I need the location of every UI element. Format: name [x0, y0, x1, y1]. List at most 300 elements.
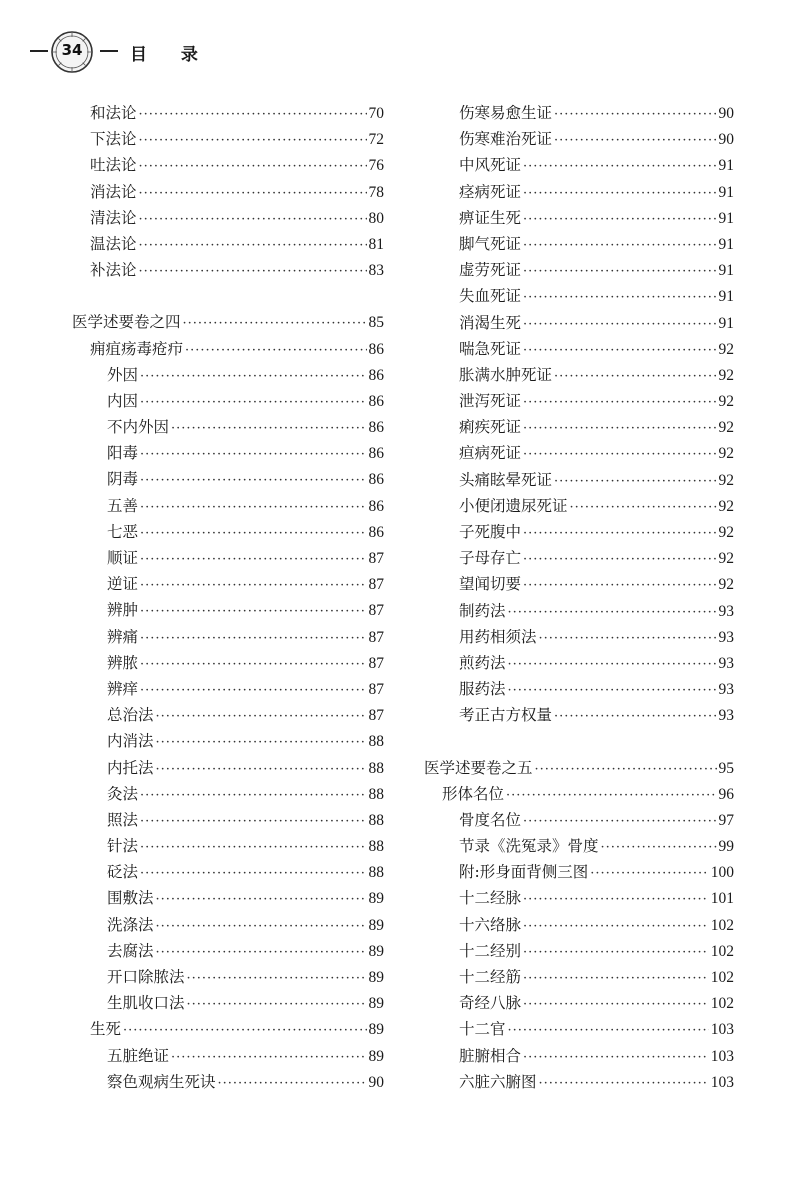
dot-leader: [140, 783, 366, 809]
toc-entry-title: 脚气死证: [459, 234, 522, 253]
toc-entry-title: 逆证: [107, 575, 139, 594]
toc-entry-title: 辨肿: [107, 601, 139, 620]
toc-entry-title: 疸病死证: [459, 444, 522, 463]
toc-entry: [424, 1043, 734, 1069]
toc-entry-page: 91: [718, 209, 734, 227]
toc-entry: [72, 859, 384, 885]
dot-leader: [171, 416, 366, 442]
dot-leader: [156, 730, 367, 756]
toc-entry-title: 和法论: [90, 104, 137, 122]
toc-entry-title: 失血死证: [459, 287, 522, 306]
toc-entry: [424, 231, 734, 257]
toc-entry: [72, 1069, 384, 1095]
dot-leader: [539, 626, 717, 652]
toc-entry-title: 砭法: [107, 863, 139, 882]
dot-leader: [140, 573, 366, 599]
toc-entry-page: 87: [368, 654, 384, 672]
toc-entry-page: 86: [368, 497, 384, 515]
toc-entry-title: 外因: [107, 365, 139, 384]
toc-entry-title: 辨痛: [107, 627, 139, 646]
toc-entry: [424, 702, 734, 728]
toc-entry-title: 痹证生死: [459, 208, 522, 227]
toc-entry-page: 91: [718, 314, 734, 332]
dot-leader: [554, 128, 716, 154]
toc-entry: [72, 493, 384, 519]
toc-entry: [72, 1016, 384, 1042]
toc-entry: [72, 597, 384, 623]
toc-entry: [72, 676, 384, 702]
toc-entry: [424, 598, 734, 624]
toc-entry: [424, 100, 734, 126]
dot-leader: [140, 652, 366, 678]
toc-entry-page: 92: [718, 445, 734, 463]
dot-leader: [156, 940, 367, 966]
toc-entry-title: 灸法: [107, 784, 139, 803]
toc-entry-title: 阴毒: [107, 470, 139, 489]
dot-leader: [508, 600, 717, 626]
dot-leader: [523, 1045, 709, 1071]
toc-entry-title: 形体名位: [442, 784, 505, 803]
toc-entry-title: 围敷法: [107, 889, 154, 908]
toc-entry-page: 100: [710, 864, 734, 882]
dot-leader: [523, 992, 709, 1018]
toc-entry-title: 脏腑相合: [459, 1046, 522, 1065]
toc-entry-page: 103: [710, 1021, 734, 1039]
toc-entry: [72, 179, 384, 205]
toc-entry-page: 92: [718, 419, 734, 437]
dot-leader: [185, 338, 366, 364]
dot-leader: [506, 783, 716, 809]
toc-entry-page: 91: [718, 183, 734, 201]
toc-entry: [72, 309, 384, 335]
toc-entry-title: 针法: [107, 837, 139, 856]
toc-entry: [72, 728, 384, 754]
toc-entry: [424, 205, 734, 231]
toc-entry-page: 72: [368, 131, 384, 149]
toc-entry-page: 89: [368, 1021, 384, 1039]
dot-leader: [523, 338, 716, 364]
toc-entry-title: 阳毒: [107, 444, 139, 463]
dot-leader: [523, 966, 709, 992]
dot-leader: [140, 547, 366, 573]
toc-entry-title: 内托法: [107, 758, 154, 777]
toc-entry: [72, 885, 384, 911]
toc-entry-page: 103: [710, 1047, 734, 1065]
dot-leader: [570, 495, 717, 521]
toc-entry: [424, 336, 734, 362]
dot-leader: [523, 809, 716, 835]
toc-entry-page: 93: [718, 681, 734, 699]
toc-entry-page: 81: [368, 235, 384, 253]
toc-entry: [424, 467, 734, 493]
toc-entry: [424, 545, 734, 571]
toc-entry-title: 附:形身面背侧三图: [459, 863, 589, 882]
dot-leader: [123, 1018, 366, 1044]
toc-entry: [424, 152, 734, 178]
dot-leader: [156, 757, 367, 783]
header-rule-right: [100, 50, 118, 52]
toc-entry: [424, 807, 734, 833]
toc-entry-page: 83: [368, 262, 384, 280]
toc-entry-title: 总治法: [107, 706, 154, 725]
toc-entry-title: 十二经脉: [459, 889, 522, 908]
dot-leader: [171, 1045, 366, 1071]
dot-leader: [156, 914, 367, 940]
toc-entry-title: 考正古方权量: [459, 706, 553, 725]
toc-entry: [72, 126, 384, 152]
toc-entry: [72, 336, 384, 362]
toc-entry-title: 奇经八脉: [459, 994, 522, 1013]
dot-leader: [140, 468, 366, 494]
toc-entry-page: 89: [368, 995, 384, 1013]
dot-leader: [139, 259, 367, 285]
toc-entry: [72, 545, 384, 571]
toc-entry-page: 92: [718, 497, 734, 515]
toc-entry-page: 86: [368, 366, 384, 384]
toc-entry-title: 子死腹中: [459, 523, 522, 541]
toc-entry: [424, 310, 734, 336]
toc-entry-title: 痉病死证: [459, 182, 522, 201]
toc-entry: [72, 990, 384, 1016]
toc-entry-title: 消渴生死: [459, 313, 522, 332]
dot-leader: [508, 678, 717, 704]
toc-entry: [424, 964, 734, 990]
toc-entry-title: 骨度名位: [459, 810, 522, 829]
toc-entry-title: 痈疽疡毒疮疖: [90, 339, 184, 358]
toc-entry-title: 十二官: [459, 1020, 506, 1039]
toc-entry-title: 用药相须法: [459, 627, 537, 646]
toc-entry-title: 洗涤法: [107, 915, 154, 934]
toc-entry-page: 87: [368, 576, 384, 594]
toc-entry-title: 服药法: [459, 680, 506, 699]
toc-entry-page: 89: [368, 942, 384, 960]
dot-leader: [523, 312, 716, 338]
toc-entry-page: 89: [368, 890, 384, 908]
dot-leader: [156, 704, 367, 730]
toc-entry-page: 92: [718, 340, 734, 358]
toc-entry: [424, 257, 734, 283]
dot-leader: [140, 626, 366, 652]
toc-entry-title: 节录《洗冤录》骨度: [459, 837, 599, 856]
toc-entry-page: 92: [718, 471, 734, 489]
toc-entry-title: 伤寒易愈生证: [459, 104, 553, 122]
toc-entry-title: 五脏绝证: [107, 1046, 170, 1065]
toc-entry-title: 辨脓: [107, 653, 139, 672]
toc-entry-page: 102: [710, 916, 734, 934]
toc-entry-title: 清法论: [90, 208, 137, 227]
dot-leader: [218, 1071, 367, 1097]
dot-leader: [523, 940, 709, 966]
toc-entry: [424, 624, 734, 650]
toc-entry: [424, 1069, 734, 1095]
toc-entry: [424, 650, 734, 676]
dot-leader: [554, 102, 716, 128]
dot-leader: [523, 154, 716, 180]
toc-entry-page: 86: [368, 471, 384, 489]
toc-entry-title: 中风死证: [459, 156, 522, 175]
toc-entry: [72, 152, 384, 178]
dot-leader: [590, 861, 709, 887]
toc-entry-page: 92: [718, 393, 734, 411]
toc-entry-page: 85: [368, 314, 384, 332]
toc-entry-title: 补法论: [90, 261, 137, 280]
dot-leader: [139, 207, 367, 233]
dot-leader: [140, 835, 366, 861]
dot-leader: [554, 364, 716, 390]
dot-leader: [523, 442, 716, 468]
toc-entry-title: 顺证: [107, 549, 139, 567]
toc-entry-page: 88: [368, 811, 384, 829]
toc-entry: [424, 493, 734, 519]
toc-entry: [72, 964, 384, 990]
toc-entry-page: 92: [718, 550, 734, 568]
dot-leader: [523, 416, 716, 442]
toc-entry: [72, 440, 384, 466]
toc-entry-title: 去腐法: [107, 941, 154, 960]
toc-entry: [424, 519, 734, 545]
toc-entry: [72, 912, 384, 938]
dot-leader: [601, 835, 717, 861]
toc-entry-page: 76: [368, 157, 384, 175]
toc-entry: [424, 362, 734, 388]
toc-entry: [424, 990, 734, 1016]
toc-entry: [424, 912, 734, 938]
dot-leader: [156, 887, 367, 913]
toc-entry-page: 92: [718, 524, 734, 541]
toc-entry-page: 87: [368, 550, 384, 567]
toc-entry-page: 95: [718, 759, 734, 777]
dot-leader: [140, 521, 366, 547]
toc-entry-title: 十六络脉: [459, 915, 522, 934]
toc-entry-title: 生肌收口法: [107, 994, 185, 1013]
toc-entry-title: 察色观病生死诀: [107, 1072, 216, 1091]
toc-entry-page: 90: [718, 131, 734, 149]
toc-entry: [424, 440, 734, 466]
toc-entry-page: 93: [718, 602, 734, 620]
toc-entry-page: 89: [368, 969, 384, 986]
toc-entry-title: 制药法: [459, 601, 506, 620]
toc-entry: [72, 650, 384, 676]
dot-leader: [508, 1018, 709, 1044]
toc-entry-page: 93: [718, 654, 734, 672]
dot-leader: [523, 914, 709, 940]
toc-entry-title: 子母存亡: [459, 549, 522, 568]
dot-leader: [139, 233, 367, 259]
toc-entry-title: 温法论: [90, 234, 137, 253]
dot-leader: [523, 181, 716, 207]
toc-entry-page: 87: [368, 602, 384, 620]
dot-leader: [554, 469, 716, 495]
toc-entry: [72, 519, 384, 545]
toc-entry: [72, 205, 384, 231]
dot-leader: [523, 887, 709, 913]
dot-leader: [523, 390, 716, 416]
dot-leader: [523, 259, 716, 285]
toc-entry: [72, 100, 384, 126]
toc-entry-page: 90: [718, 105, 734, 122]
toc-entry-page: 87: [368, 707, 384, 725]
toc-entry-page: 102: [710, 969, 734, 986]
toc-entry-page: 88: [368, 759, 384, 777]
dot-leader: [187, 966, 367, 992]
toc-entry: [72, 571, 384, 597]
dot-leader: [139, 154, 367, 180]
toc-entry-page: 88: [368, 785, 384, 803]
toc-entry-title: 小便闭遗尿死证: [459, 496, 568, 515]
toc-entry-title: 泄泻死证: [459, 392, 522, 411]
toc-entry: [72, 362, 384, 388]
toc-entry-page: 88: [368, 864, 384, 882]
toc-entry-page: 87: [368, 628, 384, 646]
dot-leader: [523, 285, 716, 311]
toc-entry-title: 下法论: [90, 130, 137, 149]
toc-entry-title: 六脏六腑图: [459, 1072, 537, 1091]
toc-entry-page: 96: [718, 785, 734, 803]
toc-entry-title: 头痛眩晕死证: [459, 470, 553, 489]
dot-leader: [140, 442, 366, 468]
dot-leader: [539, 1071, 709, 1097]
toc-entry: [72, 1043, 384, 1069]
toc-entry-page: 86: [368, 523, 384, 541]
toc-left-column: [72, 100, 384, 1095]
toc-entry-title: 煎药法: [459, 653, 506, 672]
toc-entry-page: 91: [718, 288, 734, 306]
toc-entry-title: 七恶: [107, 522, 139, 541]
toc-entry-title: 望闻切要: [459, 575, 522, 594]
toc-entry-title: 内消法: [107, 732, 154, 751]
toc-entry-title: 痢疾死证: [459, 418, 522, 437]
toc-entry-page: 93: [718, 628, 734, 646]
dot-leader: [523, 573, 716, 599]
toc-entry: [424, 179, 734, 205]
toc-entry-page: 92: [718, 576, 734, 594]
section-gap: [424, 729, 734, 755]
toc-entry-title: 消法论: [90, 182, 137, 201]
toc-entry-page: 101: [710, 890, 734, 908]
toc-entry: [424, 938, 734, 964]
toc-entry-title: 医学述要卷之五: [424, 758, 533, 777]
toc-entry: [72, 388, 384, 414]
section-gap: [72, 283, 384, 309]
toc-entry: [424, 676, 734, 702]
toc-entry-page: 91: [718, 235, 734, 253]
dot-leader: [554, 704, 716, 730]
dot-leader: [139, 181, 367, 207]
toc-entry-title: 伤寒难治死证: [459, 130, 553, 149]
toc-entry-page: 88: [368, 733, 384, 751]
dot-leader: [523, 207, 716, 233]
toc-entry: [72, 702, 384, 728]
toc-entry-page: 70: [368, 105, 384, 122]
dot-leader: [140, 599, 366, 625]
toc-entry-title: 开口除脓法: [107, 968, 185, 986]
toc-entry-title: 虚劳死证: [459, 261, 522, 280]
toc-entry-title: 胀满水肿死证: [459, 365, 553, 384]
toc-entry-page: 86: [368, 392, 384, 410]
toc-entry: [72, 231, 384, 257]
toc-entry: [72, 414, 384, 440]
toc-entry-page: 102: [710, 942, 734, 960]
toc-entry-page: 91: [718, 262, 734, 280]
toc-entry: [424, 126, 734, 152]
toc-entry-title: 喘急死证: [459, 339, 522, 358]
toc-entry-page: 102: [710, 995, 734, 1013]
dot-leader: [523, 547, 716, 573]
dot-leader: [140, 678, 366, 704]
dot-leader: [183, 311, 367, 337]
toc-entry: [424, 859, 734, 885]
page-header: [30, 28, 330, 72]
toc-right-column: [424, 100, 734, 1095]
dot-leader: [523, 521, 716, 547]
dot-leader: [139, 102, 367, 128]
toc-entry-page: 86: [368, 445, 384, 463]
toc-entry-page: 89: [368, 1047, 384, 1065]
toc-entry-page: 103: [710, 1073, 734, 1091]
toc-entry-title: 内因: [107, 391, 139, 410]
toc-entry-title: 辨痒: [107, 679, 139, 698]
toc-entry-page: 93: [718, 707, 734, 725]
toc-entry-page: 97: [718, 811, 734, 829]
dot-leader: [523, 233, 716, 259]
toc-entry-page: 89: [368, 916, 384, 934]
toc-entry-title: 十二经别: [459, 941, 522, 960]
toc-entry-page: 88: [368, 838, 384, 856]
toc-entry-page: 80: [368, 209, 384, 227]
section-title: 目 录: [130, 45, 212, 65]
toc-entry-page: 90: [368, 1073, 384, 1091]
toc-entry: [72, 466, 384, 492]
dot-leader: [140, 809, 366, 835]
dot-leader: [140, 364, 366, 390]
toc-entry: [72, 938, 384, 964]
toc-entry: [424, 885, 734, 911]
toc-entry: [424, 571, 734, 597]
dot-leader: [187, 992, 367, 1018]
toc-entry: [424, 283, 734, 309]
toc-entry-page: 92: [718, 366, 734, 384]
toc-entry-page: 91: [718, 157, 734, 175]
page-number: 34: [61, 41, 83, 59]
dot-leader: [140, 495, 366, 521]
toc-entry-page: 86: [368, 340, 384, 358]
toc-entry: [424, 755, 734, 781]
toc-entry-title: 五善: [107, 496, 139, 515]
toc-entry: [424, 1016, 734, 1042]
toc-entry: [72, 257, 384, 283]
toc-entry-title: 不内外因: [107, 418, 170, 437]
toc-entry: [424, 414, 734, 440]
dot-leader: [535, 757, 717, 783]
toc-entry-page: 86: [368, 419, 384, 437]
dot-leader: [508, 652, 717, 678]
toc-entry-title: 生死: [90, 1020, 122, 1039]
toc-entry-page: 78: [368, 183, 384, 201]
toc-entry-title: 吐法论: [90, 156, 137, 175]
toc-entry-page: 99: [718, 838, 734, 856]
dot-leader: [140, 861, 366, 887]
toc-entry-title: 十二经筋: [459, 968, 522, 986]
toc-entry-page: 87: [368, 680, 384, 698]
toc-entry: [72, 781, 384, 807]
toc-entry: [424, 833, 734, 859]
toc-entry: [424, 388, 734, 414]
toc-entry: [72, 755, 384, 781]
toc-entry: [72, 833, 384, 859]
toc-entry: [72, 807, 384, 833]
toc-entry: [424, 781, 734, 807]
toc-entry-title: 照法: [107, 810, 139, 829]
